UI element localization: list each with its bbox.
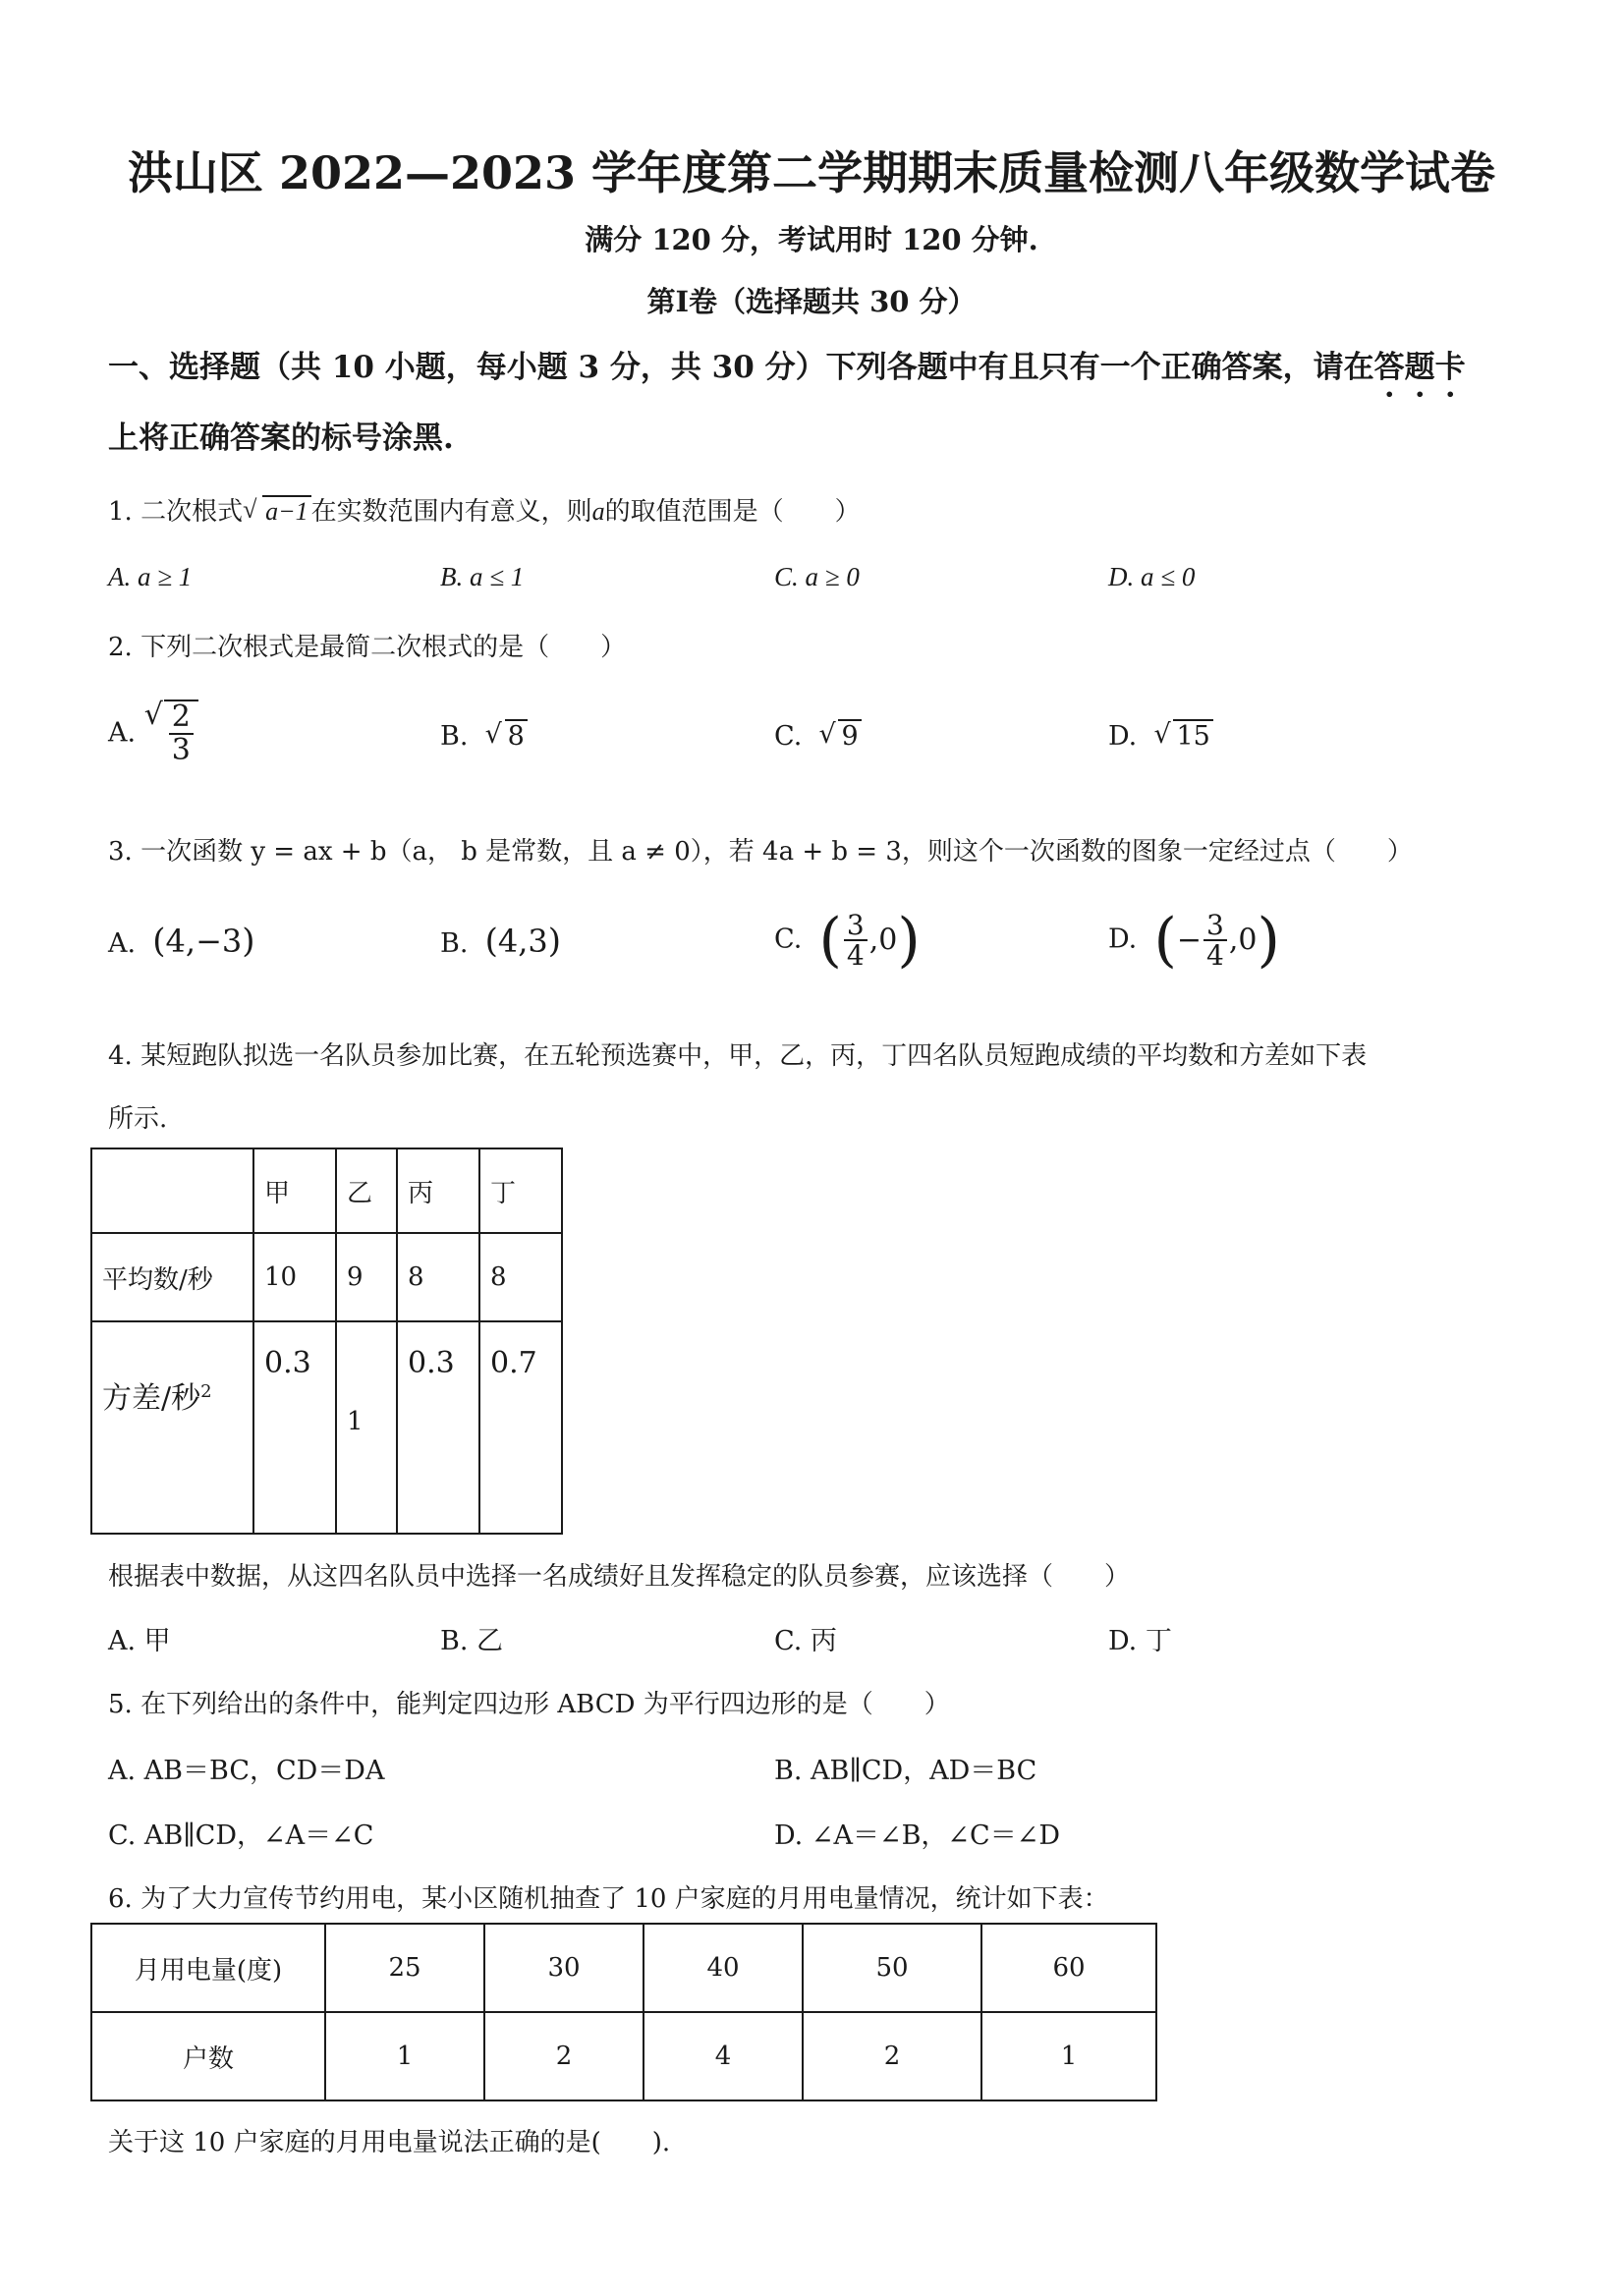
variance-sup: 2 [200, 1381, 212, 1402]
table-cell: 1 [336, 1321, 397, 1534]
q2-b-label: B. [440, 721, 469, 752]
table-cell: 8 [479, 1233, 562, 1321]
q3-a-label: A. [108, 928, 137, 959]
q3-d-rest: ,0 [1228, 923, 1258, 958]
question-3: 3. 一次函数 y = ax + b（a， b 是常数，且 a ≠ 0），若 4a + b = 3，则这个一次函数的图象一定经过点（ ） [108, 837, 1413, 867]
table-cell: 60 [981, 1924, 1156, 2012]
table-cell: 2 [484, 2012, 644, 2100]
table-header-jia: 甲 [253, 1148, 336, 1233]
q1-option-a: A. a ≥ 1 [108, 562, 193, 591]
q3-option-b: B. (4,3) [440, 922, 562, 961]
table-row-label-mean: 平均数/秒 [91, 1233, 253, 1321]
exam-title: 洪山区 2022—2023 学年度第二学期期末质量检测八年级数学试卷 [127, 146, 1496, 199]
table-header-bing: 丙 [397, 1148, 479, 1233]
question-4-after: 根据表中数据，从这四名队员中选择一名成绩好且发挥稳定的队员参赛，应该选择（ ） [108, 1562, 1131, 1592]
q6-usage-table [90, 1923, 1157, 2101]
table-row-label-usage: 月用电量(度) [91, 1924, 325, 2012]
q3-c-label: C. [774, 924, 803, 955]
q2-a-den: 3 [171, 732, 191, 767]
question-4-line2: 所示. [108, 1104, 168, 1134]
table-cell: 0.3 [253, 1321, 336, 1534]
q1-prefix: 1. 二次根式 [108, 497, 244, 527]
table-row-label-variance [91, 1321, 253, 1534]
q2-c-radical [818, 721, 861, 752]
table-cell: 0.7 [479, 1321, 562, 1534]
table-cell: 10 [253, 1233, 336, 1321]
q4-option-a: A. 甲 [108, 1626, 171, 1656]
q4-option-b: B. 乙 [440, 1626, 504, 1656]
q2-b-rad: 8 [505, 719, 528, 752]
answer-card-dotted: 答题卡 [1373, 350, 1466, 385]
q2-d-rad: 15 [1173, 719, 1212, 752]
q3-c-num: 3 [844, 911, 867, 941]
q3-option-c: C. ( $\frac{3}{4}$ ,0) [774, 906, 921, 975]
table-cell: 1 [981, 2012, 1156, 2100]
q2-option-a [108, 700, 198, 765]
q1-option-c: C. a ≥ 0 [774, 562, 860, 591]
exam-subtitle: 满分 120 分，考试用时 120 分钟. [585, 223, 1038, 256]
question-6-after: 关于这 10 户家庭的月用电量说法正确的是( ). [108, 2128, 671, 2157]
variance-label: 方差/秒 [102, 1381, 201, 1416]
q5-option-c: C. AB∥CD，∠A＝∠C [108, 1820, 374, 1851]
q1-option-b: B. a ≤ 1 [440, 562, 525, 591]
section-instructions-text: 一、选择题（共 10 小题，每小题 3 分，共 30 分）下列各题中有且只有一个正确答案，请在 [108, 350, 1374, 385]
q2-a-num: √ 2 [169, 701, 194, 735]
q2-d-label: D. [1108, 721, 1138, 752]
q3-a-val: 4,−3 [165, 923, 243, 960]
q3-d-sign: − [1176, 923, 1203, 958]
table-cell: 1 [325, 2012, 484, 2100]
table-row-label-households: 户数 [91, 2012, 325, 2100]
section-instructions-line2: 上将正确答案的标号涂黑. [108, 420, 454, 456]
q3-d-label: D. [1108, 924, 1138, 955]
q2-a-label: A. [108, 717, 137, 749]
table-cell: 4 [644, 2012, 803, 2100]
table-cell: 25 [325, 1924, 484, 2012]
q2-a-radical [144, 700, 198, 765]
q3-b-label: B. [440, 928, 469, 959]
section-instructions-line1 [108, 342, 1466, 404]
question-2: 2. 下列二次根式是最简二次根式的是（ ） [108, 633, 627, 662]
q4-option-c: C. 丙 [774, 1626, 837, 1656]
table-cell: 30 [484, 1924, 644, 2012]
q1-suffix: 的取值范围是（ ） [604, 497, 861, 527]
q3-d-num: 3 [1203, 911, 1227, 941]
q1-mid: 在实数范围内有意义，则 [310, 497, 592, 527]
q2-b-radical [485, 721, 528, 752]
q3-option-a: A. (4,−3) [108, 922, 255, 961]
q1-radicand: a−1 [262, 495, 311, 526]
question-1 [108, 491, 861, 528]
q3-b-val: 4,3 [497, 923, 548, 960]
q3-option-d: D. (− $\frac{3}{4}$ ,0) [1108, 906, 1280, 975]
q2-d-radical [1153, 721, 1212, 752]
q2-option-c [774, 721, 862, 752]
q2-c-label: C. [774, 721, 803, 752]
q5-option-a: A. AB＝BC，CD＝DA [108, 1756, 385, 1786]
table-header-yi: 乙 [336, 1148, 397, 1233]
table-cell: 50 [803, 1924, 981, 2012]
table-cell [91, 1148, 253, 1233]
q4-option-d: D. 丁 [1108, 1626, 1172, 1656]
table-cell: 9 [336, 1233, 397, 1321]
q5-option-d: D. ∠A＝∠B，∠C＝∠D [774, 1820, 1060, 1851]
table-header-ding: 丁 [479, 1148, 562, 1233]
q2-option-b [440, 721, 528, 752]
q1-var: a [591, 497, 605, 526]
q3-d-den: 4 [1206, 939, 1224, 972]
table-cell: 2 [803, 2012, 981, 2100]
q3-c-rest: ,0 [868, 923, 898, 958]
q5-option-b: B. AB∥CD，AD＝BC [774, 1756, 1037, 1786]
table-cell: 0.3 [397, 1321, 479, 1534]
q3-c-den: 4 [846, 939, 865, 972]
volume-heading: 第Ⅰ卷（选择题共 30 分） [646, 285, 977, 318]
question-5: 5. 在下列给出的条件中，能判定四边形 ABCD 为平行四边形的是（ ） [108, 1690, 950, 1719]
table-cell: 40 [644, 1924, 803, 2012]
q4-stats-table [90, 1148, 563, 1535]
table-cell: 8 [397, 1233, 479, 1321]
q2-option-d [1108, 721, 1213, 752]
q2-c-rad: 9 [838, 719, 861, 752]
q1-option-d: D. a ≤ 0 [1108, 562, 1196, 591]
question-4-line1: 4. 某短跑队拟选一名队员参加比赛，在五轮预选赛中，甲，乙，丙，丁四名队员短跑成绩的平均数和方差如下表 [108, 1041, 1368, 1071]
q1-radical [243, 497, 311, 527]
question-6: 6. 为了大力宣传节约用电，某小区随机抽查了 10 户家庭的月用电量情况，统计如下表： [108, 1884, 1109, 1914]
